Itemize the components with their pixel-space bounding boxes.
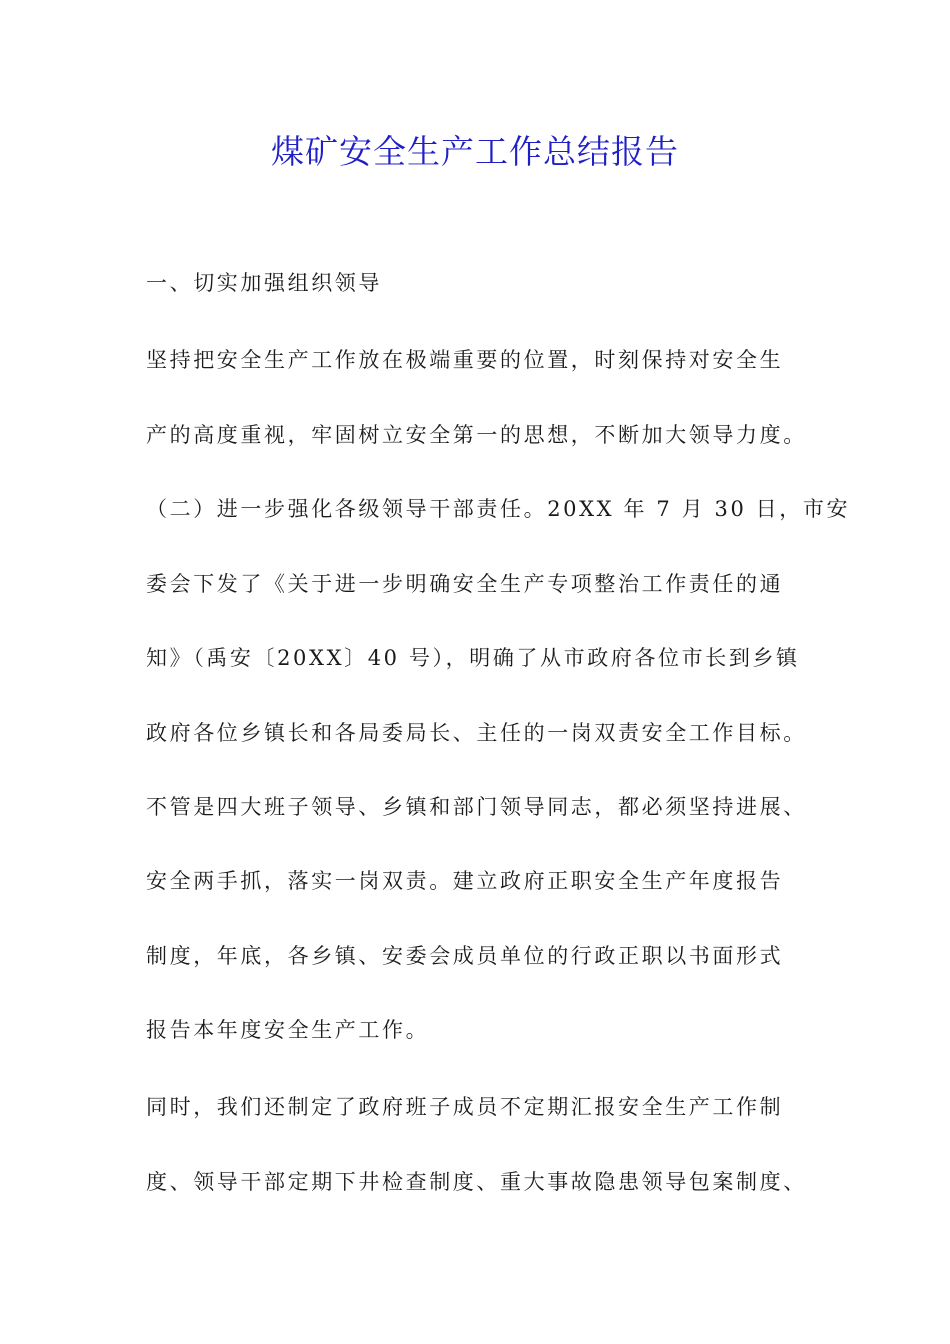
paragraph-line: 政府各位乡镇长和各局委局长、主任的一岗双责安全工作目标。 — [146, 721, 807, 745]
section-heading: 一、切实加强组织领导 — [146, 271, 382, 295]
paragraph-line: 制度，年底，各乡镇、安委会成员单位的行政正职以书面形式 — [146, 944, 784, 968]
paragraph-line: 安全两手抓，落实一岗双责。建立政府正职安全生产年度报告 — [146, 869, 784, 893]
paragraph-line: 报告本年度安全生产工作。 — [146, 1018, 430, 1042]
paragraph-line: 度、领导干部定期下井检查制度、重大事故隐患领导包案制度、 — [146, 1170, 807, 1194]
paragraph-line: 坚持把安全生产工作放在极端重要的位置，时刻保持对安全生 — [146, 348, 784, 372]
paragraph-line: 不管是四大班子领导、乡镇和部门领导同志，都必须坚持进展、 — [146, 795, 807, 819]
paragraph-line: 产的高度重视，牢固树立安全第一的思想，不断加大领导力度。 — [146, 423, 807, 447]
paragraph-line: （二）进一步强化各级领导干部责任。20XX 年 7 月 30 日，市安 — [146, 497, 851, 521]
paragraph-line: 知》（禹安〔20XX〕40 号），明确了从市政府各位市长到乡镇 — [146, 646, 800, 670]
paragraph-line: 委会下发了《关于进一步明确安全生产专项整治工作责任的通 — [146, 572, 784, 596]
document-title: 煤矿安全生产工作总结报告 — [271, 132, 679, 171]
paragraph-line: 同时，我们还制定了政府班子成员不定期汇报安全生产工作制 — [146, 1095, 784, 1119]
